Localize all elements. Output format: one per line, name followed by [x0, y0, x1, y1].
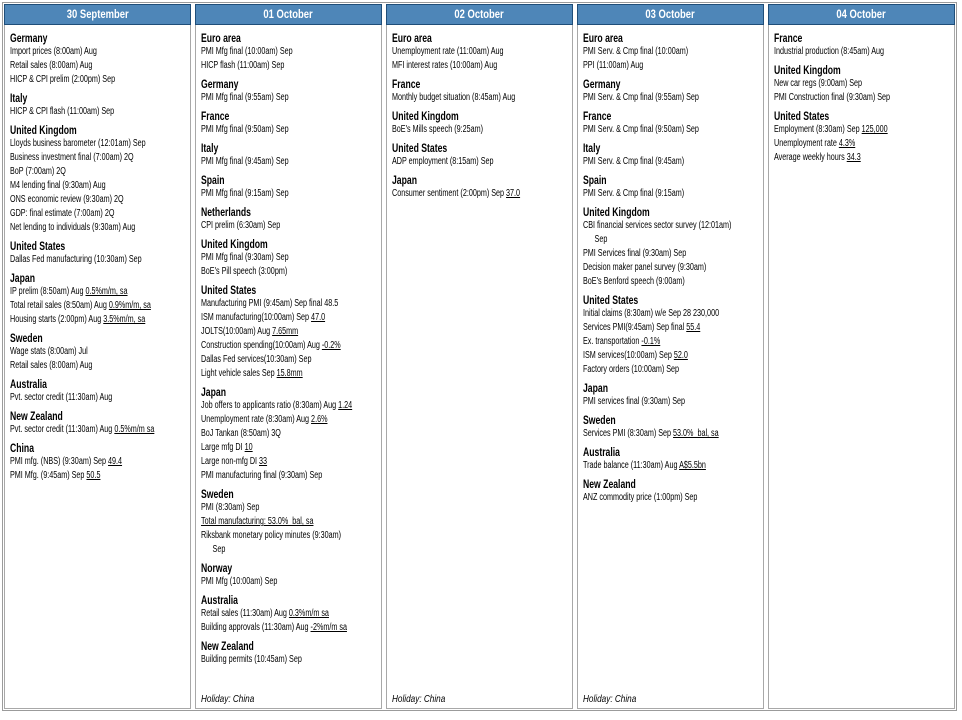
- country-heading: Italy: [10, 91, 28, 105]
- event-line: Initial claims (8:30am) w/e Sep 28 230,000: [583, 308, 720, 319]
- day-events-text: [201, 31, 381, 667]
- date-header-label: 03 October: [645, 8, 696, 21]
- event-line: Retail sales (8:00am) Aug: [10, 360, 93, 371]
- country-heading: United Kingdom: [10, 123, 77, 137]
- event-value: 0.3%m/m sa: [288, 608, 329, 619]
- event-line: MFI interest rates (10:00am) Aug: [392, 60, 498, 71]
- country-heading: Sweden: [201, 487, 234, 501]
- country-heading: Netherlands: [201, 205, 251, 219]
- event-line: Unemployment rate (11:00am) Aug: [392, 46, 504, 57]
- date-header: [4, 4, 191, 25]
- event-line: Wage stats (8:00am) Jul: [10, 346, 88, 357]
- country-section: [392, 141, 572, 169]
- event-value: 2.6%: [311, 414, 328, 425]
- event-line: ANZ commodity price (1:00pm) Sep: [583, 492, 698, 503]
- date-header-label: 30 September: [66, 8, 129, 21]
- country-section: [10, 377, 190, 405]
- day-events: [577, 25, 764, 709]
- country-section: [201, 77, 381, 105]
- country-section: [10, 441, 190, 483]
- country-heading: United States: [774, 109, 830, 123]
- date-header: [195, 4, 382, 25]
- country-section: [583, 477, 763, 505]
- event-line: BoP (7:00am) 2Q: [10, 166, 66, 177]
- event-line: Business investment final (7:00am) 2Q: [10, 152, 134, 163]
- event-line: PPI (11:00am) Aug: [583, 60, 644, 71]
- country-heading: United Kingdom: [583, 205, 650, 219]
- event-line: HICP & CPI prelim (2:00pm) Sep: [10, 74, 116, 85]
- event-line: CPI prelim (6:30am) Sep: [201, 220, 281, 231]
- event-value: 125,000: [861, 124, 888, 135]
- event-value: 15.8mm: [276, 368, 303, 379]
- date-header-label: 04 October: [836, 8, 887, 21]
- event-line: PMI Serv. & Cmp final (9:50am) Sep: [583, 124, 699, 135]
- event-value: 4.3%: [838, 138, 856, 149]
- country-section: [10, 331, 190, 373]
- event-line: Trade balance (11:30am) Aug A$5.5bn: [583, 460, 706, 471]
- event-value: A$5.5bn: [679, 460, 706, 471]
- country-section: [583, 205, 763, 289]
- country-heading: Germany: [10, 31, 48, 45]
- event-line: Manufacturing PMI (9:45am) Sep final 48.5: [201, 298, 339, 309]
- event-line: Net lending to individuals (9:30am) Aug: [10, 222, 136, 233]
- country-heading: Australia: [10, 377, 47, 391]
- country-section: [583, 445, 763, 473]
- event-line: Dallas Fed services(10:30am) Sep: [201, 354, 312, 365]
- event-line: PMI services final (9:30am) Sep: [583, 396, 686, 407]
- country-heading: Italy: [583, 141, 601, 155]
- country-heading: United Kingdom: [201, 237, 268, 251]
- date-header: [386, 4, 573, 25]
- event-value: 3.5%m/m, sa: [103, 314, 146, 325]
- country-section: [392, 31, 572, 73]
- country-section: [201, 141, 381, 169]
- country-section: [392, 109, 572, 137]
- country-heading: Euro area: [392, 31, 432, 45]
- event-value: -2%m/m sa: [310, 622, 347, 633]
- event-line: PMI Mfg final (9:15am) Sep: [201, 188, 289, 199]
- day-events-text: [583, 31, 763, 505]
- event-line: Large non-mfg DI 33: [201, 456, 268, 467]
- event-line: Unemployment rate (8:30am) Aug 2.6%: [201, 414, 328, 425]
- country-section: [583, 109, 763, 137]
- event-value: 49.4: [108, 456, 123, 467]
- country-section: [201, 237, 381, 279]
- country-heading: United States: [392, 141, 448, 155]
- holiday-note: Holiday: China: [201, 693, 255, 705]
- event-line: PMI Mfg final (10:00am) Sep: [201, 46, 293, 57]
- event-value: 1.24: [338, 400, 353, 411]
- calendar-table: [2, 2, 957, 711]
- event-line: New car regs (9:00am) Sep: [774, 78, 863, 89]
- country-heading: Japan: [583, 381, 608, 395]
- country-heading: Japan: [10, 271, 35, 285]
- country-heading: Germany: [201, 77, 239, 91]
- day-column-01-october: [195, 4, 382, 709]
- country-section: [201, 385, 381, 483]
- event-value: 53.0% bal, sa: [673, 428, 719, 439]
- country-section: [201, 109, 381, 137]
- country-heading: France: [392, 77, 421, 91]
- day-events-text: [392, 31, 572, 201]
- country-section: [10, 123, 190, 235]
- country-section: [201, 283, 381, 381]
- event-line: Total retail sales (8:50am) Aug 0.9%m/m, sa: [10, 300, 151, 311]
- country-heading: New Zealand: [201, 639, 254, 653]
- date-header: [577, 4, 764, 25]
- event-line: BoE's Benford speech (9:00am): [583, 276, 685, 287]
- country-section: [583, 293, 763, 377]
- event-line: ADP employment (8:15am) Sep: [392, 156, 494, 167]
- country-section: [201, 173, 381, 201]
- country-heading: France: [583, 109, 612, 123]
- event-line: HICP flash (11:00am) Sep: [201, 60, 285, 71]
- country-heading: United Kingdom: [774, 63, 841, 77]
- country-heading: Italy: [201, 141, 219, 155]
- day-column-03-october: [577, 4, 764, 709]
- day-column-02-october: [386, 4, 573, 709]
- country-section: [10, 409, 190, 437]
- event-line: Construction spending(10:00am) Aug -0.2%: [201, 340, 341, 351]
- event-line: Housing starts (2:00pm) Aug 3.5%m/m, sa: [10, 314, 146, 325]
- event-value: 7.65mm: [272, 326, 299, 337]
- country-heading: Japan: [392, 173, 417, 187]
- event-line: Services PMI(9:45am) Sep final 55.4: [583, 322, 701, 333]
- event-value: -0.1%: [641, 336, 661, 347]
- event-line: Ex. transportation -0.1%: [583, 336, 661, 347]
- event-line: Import prices (8:00am) Aug: [10, 46, 97, 57]
- event-line: Factory orders (10:00am) Sep: [583, 364, 680, 375]
- country-section: [583, 141, 763, 169]
- event-line: Monthly budget situation (8:45am) Aug: [392, 92, 516, 103]
- event-line: PMI Construction final (9:30am) Sep: [774, 92, 891, 103]
- event-line: M4 lending final (9:30am) Aug: [10, 180, 106, 191]
- event-line: Consumer sentiment (2:00pm) Sep 37.0: [392, 188, 521, 199]
- event-line: [201, 515, 381, 529]
- event-value: 47.0: [311, 312, 326, 323]
- event-line: BoE's Mills speech (9:25am): [392, 124, 484, 135]
- country-heading: Germany: [583, 77, 621, 91]
- country-section: [774, 63, 954, 105]
- event-line: PMI Mfg final (9:45am) Sep: [201, 156, 289, 167]
- event-line: Dallas Fed manufacturing (10:30am) Sep: [10, 254, 142, 265]
- event-line: Large mfg DI 10: [201, 442, 253, 453]
- event-line: Building approvals (11:30am) Aug -2%m/m sa: [201, 622, 347, 633]
- country-section: [774, 109, 954, 165]
- date-header: [768, 4, 955, 25]
- holiday-note: Holiday: China: [392, 693, 446, 705]
- country-section: [201, 639, 381, 667]
- country-section: [201, 561, 381, 589]
- event-line: PMI Serv. & Cmp final (10:00am): [583, 46, 689, 57]
- day-column-30-september: [4, 4, 191, 709]
- country-section: [201, 31, 381, 73]
- event-line: Employment (8:30am) Sep 125,000: [774, 124, 888, 135]
- country-heading: New Zealand: [583, 477, 636, 491]
- country-section: [583, 381, 763, 409]
- event-line: Services PMI (8:30am) Sep 53.0% bal, sa: [583, 428, 719, 439]
- event-value: 0.5%m/m, sa: [85, 286, 128, 297]
- country-heading: France: [201, 109, 230, 123]
- event-value: 33: [259, 456, 268, 467]
- country-section: [10, 271, 190, 327]
- day-events-text: [10, 31, 190, 483]
- country-heading: United States: [201, 283, 257, 297]
- day-events: [195, 25, 382, 709]
- event-line: Sep: [212, 544, 226, 555]
- holiday-note: Holiday: China: [583, 693, 637, 705]
- country-section: [10, 31, 190, 87]
- event-value: 37.0: [506, 188, 521, 199]
- country-section: [201, 205, 381, 233]
- day-events: [386, 25, 573, 709]
- event-line: PMI Mfg final (9:55am) Sep: [201, 92, 289, 103]
- event-value: 0.5%m/m sa: [114, 424, 155, 435]
- country-heading: Spain: [201, 173, 225, 187]
- event-value: 34.3: [846, 152, 861, 163]
- event-value: Total manufacturing: 53.0% bal, sa: [201, 516, 314, 527]
- country-section: [583, 173, 763, 201]
- event-line: CBI financial services sector survey (12:01am): [583, 220, 732, 231]
- country-section: [201, 593, 381, 635]
- day-events-text: [774, 31, 954, 165]
- country-heading: Sweden: [10, 331, 43, 345]
- date-header-label: 02 October: [454, 8, 505, 21]
- event-line: JOLTS(10:00am) Aug 7.65mm: [201, 326, 299, 337]
- country-section: [583, 413, 763, 441]
- event-line: BoJ Tankan (8:50am) 3Q: [201, 428, 281, 439]
- event-line: PMI Serv. & Cmp final (9:55am) Sep: [583, 92, 699, 103]
- country-section: [392, 173, 572, 201]
- country-section: [392, 77, 572, 105]
- event-value: 55.4: [686, 322, 701, 333]
- country-heading: Sweden: [583, 413, 616, 427]
- event-value: 0.9%m/m, sa: [108, 300, 151, 311]
- event-line: Light vehicle sales Sep 15.8mm: [201, 368, 303, 379]
- event-line: PMI Serv. & Cmp final (9:45am): [583, 156, 685, 167]
- event-line: Riksbank monetary policy minutes (9:30am): [201, 530, 342, 541]
- event-line: PMI Mfg. (9:45am) Sep 50.5: [10, 470, 101, 481]
- event-line: ISM manufacturing(10:00am) Sep 47.0: [201, 312, 326, 323]
- country-heading: Australia: [201, 593, 238, 607]
- event-value: 50.5: [86, 470, 101, 481]
- country-heading: Norway: [201, 561, 233, 575]
- day-events: [4, 25, 191, 709]
- event-line: Decision maker panel survey (9:30am): [583, 262, 707, 273]
- event-line: PMI mfg. (NBS) (9:30am) Sep 49.4: [10, 456, 123, 467]
- event-line: PMI Mfg final (9:50am) Sep: [201, 124, 289, 135]
- event-line: PMI manufacturing final (9:30am) Sep: [201, 470, 323, 481]
- event-line: IP prelim (8:50am) Aug 0.5%m/m, sa: [10, 286, 128, 297]
- event-value: 52.0: [673, 350, 688, 361]
- country-heading: Japan: [201, 385, 226, 399]
- event-line: Unemployment rate 4.3%: [774, 138, 856, 149]
- country-heading: United States: [10, 239, 66, 253]
- event-line: BoE's Pill speech (3:00pm): [201, 266, 288, 277]
- event-value: -0.2%: [321, 340, 341, 351]
- country-heading: China: [10, 441, 35, 455]
- event-line: PMI Serv. & Cmp final (9:15am): [583, 188, 685, 199]
- event-line: Retail sales (8:00am) Aug: [10, 60, 93, 71]
- country-heading: Australia: [583, 445, 620, 459]
- event-line: Average weekly hours 34.3: [774, 152, 861, 163]
- country-section: [10, 239, 190, 267]
- country-heading: France: [774, 31, 803, 45]
- event-line: HICP & CPI flash (11:00am) Sep: [10, 106, 115, 117]
- country-heading: Spain: [583, 173, 607, 187]
- event-line: GDP: final estimate (7:00am) 2Q: [10, 208, 115, 219]
- event-line: Retail sales (11:30am) Aug 0.3%m/m sa: [201, 608, 329, 619]
- country-heading: United States: [583, 293, 639, 307]
- country-heading: Euro area: [201, 31, 241, 45]
- country-heading: Euro area: [583, 31, 623, 45]
- event-line: Job offers to applicants ratio (8:30am) Aug 1.24: [201, 400, 353, 411]
- event-line: Pvt. sector credit (11:30am) Aug: [10, 392, 113, 403]
- day-column-04-october: [768, 4, 955, 709]
- event-line: ONS economic review (9:30am) 2Q: [10, 194, 124, 205]
- country-heading: United Kingdom: [392, 109, 459, 123]
- country-heading: New Zealand: [10, 409, 63, 423]
- country-section: [10, 91, 190, 119]
- country-section: [583, 77, 763, 105]
- date-header-label: 01 October: [263, 8, 314, 21]
- event-value: 10: [244, 442, 253, 453]
- event-line: Sep: [594, 234, 608, 245]
- event-line: Pvt. sector credit (11:30am) Aug 0.5%m/m sa: [10, 424, 155, 435]
- event-line: PMI (8:30am) Sep: [201, 502, 260, 513]
- event-line: Industrial production (8:45am) Aug: [774, 46, 885, 57]
- event-line: Lloyds business barometer (12:01am) Sep: [10, 138, 146, 149]
- country-section: [201, 487, 381, 557]
- event-line: PMI Services final (9:30am) Sep: [583, 248, 687, 259]
- country-section: [774, 31, 954, 59]
- country-section: [583, 31, 763, 73]
- event-line: PMI Mfg final (9:30am) Sep: [201, 252, 289, 263]
- event-line: PMI Mfg (10:00am) Sep: [201, 576, 278, 587]
- day-events: [768, 25, 955, 709]
- event-line: ISM services(10:00am) Sep 52.0: [583, 350, 688, 361]
- event-line: Building permits (10:45am) Sep: [201, 654, 302, 665]
